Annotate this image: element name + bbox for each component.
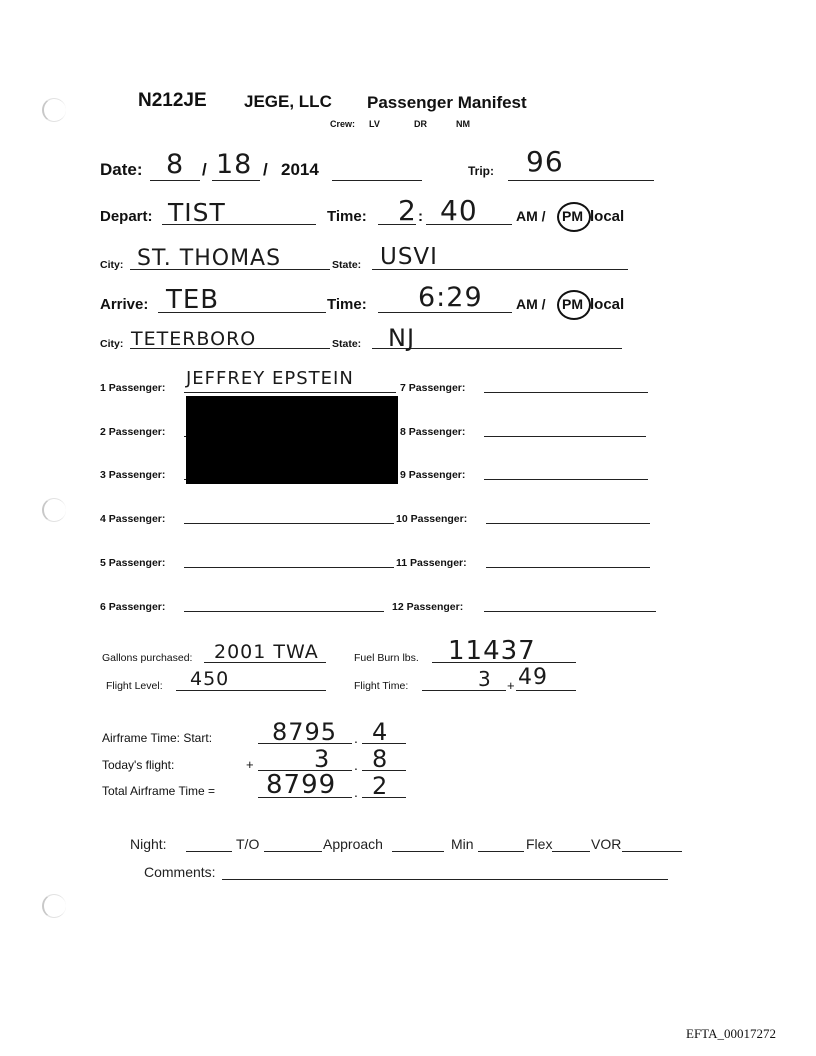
approach-label: Approach	[323, 836, 383, 852]
flex-label: Flex	[526, 836, 553, 852]
date-day: 18	[216, 149, 253, 180]
flight-hours-line	[422, 690, 506, 691]
trip-line	[508, 180, 654, 181]
to-label: T/O	[236, 836, 260, 852]
passenger-11-label: 11 Passenger:	[396, 557, 467, 569]
approach-line	[392, 851, 444, 852]
date-month: 8	[166, 149, 185, 180]
arrive-state-label: State:	[332, 338, 362, 350]
gallons-value: 2001 TWA	[214, 641, 319, 663]
flight-minutes-value: 49	[518, 665, 548, 690]
date-year: 2014	[281, 160, 319, 179]
flight-time-label: Flight Time:	[354, 680, 409, 692]
passenger-6-label: 6 Passenger:	[100, 601, 166, 613]
todays-flight-dot: .	[354, 757, 358, 773]
binder-hole-top	[42, 98, 66, 122]
arrive-pm-circle	[557, 290, 591, 320]
date-label: Date:	[100, 160, 143, 179]
passenger-7-line	[484, 392, 648, 393]
passenger-6-line	[184, 611, 384, 612]
depart-city: ST. THOMAS	[137, 246, 282, 271]
passenger-1-label: 1 Passenger:	[100, 382, 166, 394]
depart-pm-label: PM	[562, 208, 583, 224]
trip-value: 96	[526, 145, 564, 178]
crew-label: Crew:	[330, 119, 356, 129]
passenger-7-label: 7 Passenger:	[400, 382, 466, 394]
passenger-1-line	[184, 392, 396, 393]
flex-line	[552, 851, 590, 852]
airframe-start-whole: 8795	[272, 718, 338, 746]
company-name: JEGE, LLC	[244, 92, 332, 111]
total-airframe-dot: .	[354, 784, 358, 800]
total-airframe-label: Total Airframe Time =	[102, 784, 216, 798]
arrive-state: NJ	[388, 324, 416, 352]
passenger-5-line	[184, 567, 394, 568]
passenger-9-label: 9 Passenger:	[400, 469, 466, 481]
flight-level-value: 450	[190, 668, 230, 690]
trip-label: Trip:	[468, 164, 494, 178]
min-line	[478, 851, 524, 852]
arrive-am-label: AM /	[516, 296, 546, 312]
todays-flight-tenth: 8	[372, 745, 389, 773]
passenger-12-line	[484, 611, 656, 612]
binder-hole-middle	[42, 498, 66, 522]
total-airframe-whole: 8799	[266, 770, 337, 800]
arrive-pm-label: PM	[562, 296, 583, 312]
vor-label: VOR	[591, 836, 622, 852]
to-line	[264, 851, 322, 852]
crew-member-2: DR	[414, 119, 427, 129]
min-label: Min	[451, 836, 474, 852]
page-title: Passenger Manifest	[367, 93, 527, 112]
passenger-11-line	[486, 567, 650, 568]
depart-state-label: State:	[332, 259, 362, 271]
depart-time-label: Time:	[327, 208, 367, 225]
fuel-burn-value: 11437	[448, 636, 536, 666]
depart-minute: 40	[440, 194, 478, 227]
todays-flight-plus: +	[246, 757, 254, 772]
date-sep-1: /	[202, 160, 207, 179]
arrive-local-label: local	[590, 296, 625, 313]
date-day-line	[212, 180, 260, 181]
depart-am-label: AM /	[516, 208, 546, 224]
passenger-5-label: 5 Passenger:	[100, 557, 166, 569]
flight-level-line	[176, 690, 326, 691]
depart-city-label: City:	[100, 259, 124, 271]
fuel-burn-label: Fuel Burn lbs.	[354, 652, 419, 664]
passenger-2-label: 2 Passenger:	[100, 426, 166, 438]
comments-line	[222, 879, 668, 880]
depart-pm-circle	[557, 202, 591, 232]
flight-minutes-line	[516, 690, 576, 691]
passenger-4-line	[184, 523, 394, 524]
crew-member-3: NM	[456, 119, 470, 129]
arrive-city: TETERBORO	[131, 328, 257, 350]
flight-level-label: Flight Level:	[106, 680, 163, 692]
todays-flight-whole: 3	[314, 745, 331, 773]
binder-hole-bottom	[42, 894, 66, 918]
crew-member-1: LV	[369, 119, 380, 129]
passenger-10-label: 10 Passenger:	[396, 513, 468, 525]
night-line	[186, 851, 232, 852]
depart-hour: 2	[398, 194, 417, 227]
passenger-3-label: 3 Passenger:	[100, 469, 166, 481]
airframe-start-label: Airframe Time: Start:	[102, 731, 213, 745]
depart-local-label: local	[590, 208, 625, 225]
passenger-9-line	[484, 479, 648, 480]
passenger-4-label: 4 Passenger:	[100, 513, 166, 525]
arrive-value: TEB	[166, 285, 220, 315]
passenger-1-name: JEFFREY EPSTEIN	[186, 368, 354, 389]
vor-line	[622, 851, 682, 852]
date-sep-2: /	[263, 160, 268, 179]
flight-time-plus: +	[507, 678, 515, 693]
passenger-10-line	[486, 523, 650, 524]
gallons-label: Gallons purchased:	[102, 652, 193, 664]
arrive-time-label: Time:	[327, 296, 367, 313]
depart-label: Depart:	[100, 208, 153, 225]
arrive-label: Arrive:	[100, 296, 149, 313]
todays-flight-label: Today's flight:	[102, 758, 175, 772]
depart-state: USVI	[380, 244, 438, 270]
document-id: EFTA_00017272	[686, 1026, 776, 1041]
tail-number: N212JE	[138, 90, 207, 111]
arrive-time: 6:29	[418, 282, 483, 313]
airframe-start-dot: .	[354, 730, 358, 746]
night-label: Night:	[130, 836, 167, 852]
redaction-block	[186, 396, 398, 484]
date-year-line	[332, 180, 422, 181]
flight-hours-value: 3	[478, 667, 492, 691]
depart-value: TIST	[168, 198, 226, 227]
passenger-8-label: 8 Passenger:	[400, 426, 466, 438]
comments-label: Comments:	[144, 864, 216, 880]
arrive-city-label: City:	[100, 338, 124, 350]
total-airframe-tenth: 2	[372, 772, 389, 800]
airframe-start-tenth: 4	[372, 718, 389, 746]
passenger-8-line	[484, 436, 646, 437]
depart-colon: :	[418, 208, 423, 225]
date-month-line	[150, 180, 200, 181]
passenger-12-label: 12 Passenger:	[392, 601, 464, 613]
